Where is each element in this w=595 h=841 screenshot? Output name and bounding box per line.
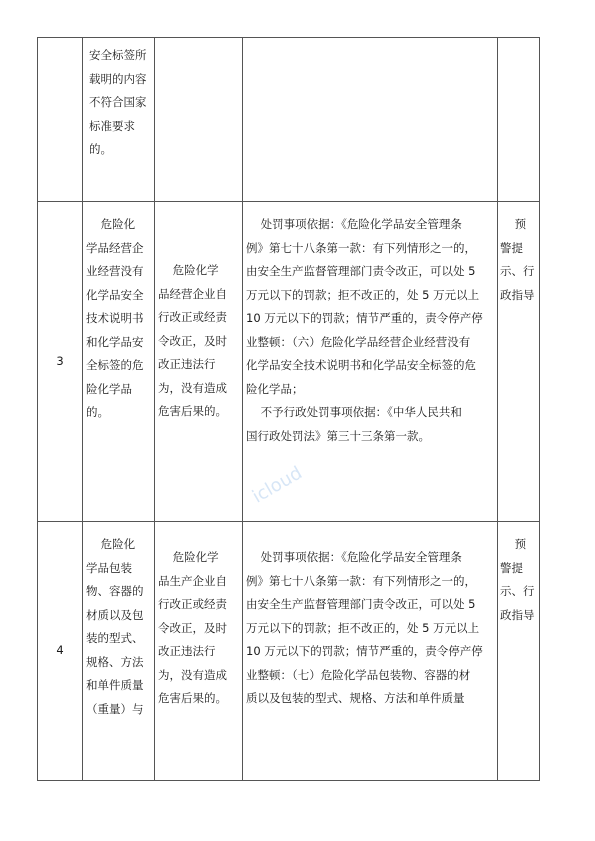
basis-text: 处罚事项依据：《危险化学品安全管理条 例》第七十八条第一款：有下列情形之一的， 由安全生产监督管理部门责令改正，可以处 5 万元以下的罚款；拒不改正的，处 5 万元以上 10 万元以下的罚款；情节严重的，责令停产停 业整顿：（六）危险化学品经营企业经营没有 化学品安全技术说明书和化学品安全标签的危 险化学品； 不予行政处罚事项依据：《中华人民共和 国行政处罚法》第三十三条第一款。 (246, 217, 483, 443)
condition-text: 危险化学 品生产企业自 行改正或经责 令改正，及时 改正违法行 为，没有造成 危害后果的。 (158, 550, 227, 705)
violation-item-cell (83, 38, 155, 201)
measure-cell (498, 522, 541, 780)
condition-cell (155, 38, 243, 201)
violation-item-cell (83, 202, 155, 521)
table-row (37, 37, 540, 202)
measure-text: 预 警提 示、行 政指导 (500, 537, 535, 622)
measure-cell (498, 38, 541, 201)
violation-item-text: 危险化 学品经营企 业经营没有 化学品安全 技术说明书 和化学品安 全标签的危 险化学品 的。 (86, 217, 144, 419)
row-number-cell (38, 202, 83, 521)
violation-item-text: 危险化 学品包装 物、容器的 材质以及包 装的型式、 规格、方法 和单件质量 （重量）与 (86, 537, 144, 716)
measure-cell (498, 202, 541, 521)
measure-text: 预 警提 示、行 政指导 (500, 217, 535, 302)
basis-cell (243, 38, 498, 201)
row-number: 3 (56, 353, 64, 368)
row-number-cell (38, 38, 83, 201)
condition-cell (155, 522, 243, 780)
violation-item-cell (83, 522, 155, 780)
basis-cell (243, 522, 498, 780)
violation-item-text: 安全标签所 载明的内容 不符合国家 标准要求 的。 (89, 48, 147, 156)
condition-cell (155, 202, 243, 521)
watermark-text: icloud (248, 462, 306, 508)
table-row (37, 521, 540, 781)
row-number: 4 (56, 643, 64, 658)
condition-text: 危险化学 品经营企业自 行改正或经责 令改正，及时 改正违法行 为，没有造成 危害后果的。 (158, 263, 227, 418)
row-number-cell (38, 522, 83, 780)
basis-text: 处罚事项依据：《危险化学品安全管理条 例》第七十八条第一款：有下列情形之一的， 由安全生产监督管理部门责令改正，可以处 5 万元以下的罚款；拒不改正的，处 5 万元以上 10 万元以下的罚款；情节严重的，责令停产停 业整顿：（七）危险化学品包装物、容器的材 质以及包装的型式、规格、方法和单件质量 (246, 550, 483, 705)
